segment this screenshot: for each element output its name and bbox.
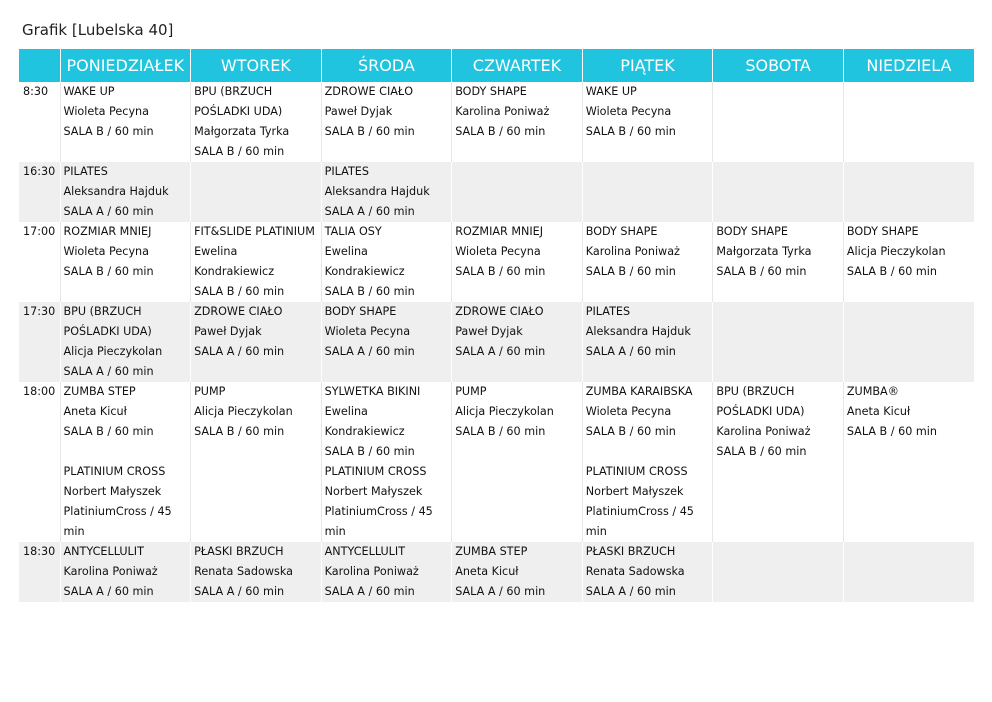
instructor-name: Aneta Kicuł (455, 565, 519, 578)
schedule-cell-tuesday (191, 382, 322, 542)
class-entry (194, 222, 318, 302)
schedule-cell-sunday (843, 382, 974, 542)
class-details: SALA B / 60 min (324, 125, 415, 138)
class-details: SALA B / 60 min (455, 425, 546, 438)
class-entry (64, 542, 188, 602)
schedule-body (19, 82, 974, 602)
day-header-tuesday: WTOREK (191, 49, 322, 82)
class-entry (455, 222, 579, 282)
day-header-sunday: NIEDZIELA (843, 49, 974, 82)
schedule-cell-sunday (843, 82, 974, 162)
class-details: SALA B / 60 min (194, 285, 285, 298)
time-label: 17:30 (19, 302, 60, 382)
instructor-name: Paweł Dyjak (455, 325, 523, 338)
schedule-cell-thursday (452, 382, 583, 542)
schedule-header-row (19, 49, 974, 82)
schedule-cell-monday (60, 222, 191, 302)
class-details: SALA B / 60 min (585, 125, 676, 138)
class-name: ZUMBA® (846, 385, 899, 398)
schedule-cell-wednesday (321, 542, 452, 602)
schedule-cell-friday (582, 222, 713, 302)
time-slot-row (19, 222, 974, 302)
class-details: SALA A / 60 min (455, 585, 546, 598)
schedule-cell-wednesday (321, 82, 452, 162)
schedule-cell-wednesday (321, 162, 452, 222)
class-name: ZUMBA STEP (455, 545, 528, 558)
class-details: SALA A / 60 min (585, 345, 676, 358)
class-details: SALA B / 60 min (63, 425, 154, 438)
schedule-cell-wednesday (321, 302, 452, 382)
class-name: BPU (BRZUCH POŚLADKI UDA) (716, 385, 805, 418)
class-entry (455, 82, 579, 142)
class-entry (716, 382, 840, 462)
class-details: SALA A / 60 min (63, 205, 154, 218)
schedule-cell-wednesday (321, 222, 452, 302)
class-details: SALA B / 60 min (455, 125, 546, 138)
class-name: PŁASKI BRZUCH (194, 545, 284, 558)
class-name: PLATINIUM CROSS (324, 465, 427, 478)
class-name: PILATES (63, 165, 108, 178)
instructor-name: Norbert Małyszek (63, 485, 162, 498)
class-details: SALA B / 60 min (716, 445, 807, 458)
schedule-cell-sunday (843, 162, 974, 222)
instructor-name: Ewelina Kondrakiewicz (324, 245, 405, 278)
time-slot-row (19, 382, 974, 542)
instructor-name: Alicja Pieczykolan (194, 405, 293, 418)
instructor-name: Wioleta Pecyna (585, 105, 672, 118)
class-details: SALA B / 60 min (455, 265, 546, 278)
class-entry (716, 222, 840, 282)
class-name: WAKE UP (585, 85, 637, 98)
instructor-name: Renata Sadowska (194, 565, 293, 578)
class-entry (455, 302, 579, 362)
class-name: FIT&SLIDE PLATINIUM (194, 225, 315, 238)
class-entry (194, 542, 318, 602)
schedule-cell-thursday (452, 222, 583, 302)
schedule-cell-monday (60, 542, 191, 602)
class-details: SALA B / 60 min (846, 425, 937, 438)
class-name: ZUMBA STEP (63, 385, 136, 398)
instructor-name: Alicja Pieczykolan (455, 405, 554, 418)
time-slot-row (19, 82, 974, 162)
instructor-name: Aleksandra Hajduk (585, 325, 691, 338)
schedule-cell-saturday (713, 302, 844, 382)
time-label: 18:00 (19, 382, 60, 542)
class-entry (325, 302, 449, 362)
class-details: SALA A / 60 min (194, 345, 285, 358)
instructor-name: Aneta Kicuł (846, 405, 911, 418)
instructor-name: Ewelina Kondrakiewicz (194, 245, 275, 278)
class-entry (325, 82, 449, 142)
schedule-cell-thursday (452, 302, 583, 382)
class-details: PlatiniumCross / 45 min (63, 505, 172, 538)
class-name: ANTYCELLULIT (324, 545, 406, 558)
class-details: SALA B / 60 min (324, 285, 415, 298)
schedule-cell-friday (582, 82, 713, 162)
class-details: SALA B / 60 min (194, 145, 285, 158)
time-label: 8:30 (19, 82, 60, 162)
schedule-cell-thursday (452, 542, 583, 602)
day-header-friday: PIĄTEK (582, 49, 713, 82)
schedule-cell-tuesday (191, 222, 322, 302)
instructor-name: Paweł Dyjak (324, 105, 393, 118)
instructor-name: Wioleta Pecyna (324, 325, 411, 338)
schedule-cell-thursday (452, 162, 583, 222)
class-entry (194, 82, 318, 162)
class-details: SALA B / 60 min (63, 125, 154, 138)
class-entry (847, 382, 971, 442)
class-entry (194, 302, 318, 362)
class-details: SALA B / 60 min (324, 445, 415, 458)
time-label: 18:30 (19, 542, 60, 602)
schedule-cell-saturday (713, 162, 844, 222)
class-entry (586, 222, 710, 282)
day-header-saturday: SOBOTA (713, 49, 844, 82)
schedule-cell-saturday (713, 82, 844, 162)
schedule-cell-saturday (713, 382, 844, 542)
schedule-cell-tuesday (191, 302, 322, 382)
class-name: ZDROWE CIAŁO (194, 305, 283, 318)
schedule-cell-sunday (843, 542, 974, 602)
instructor-name: Ewelina Kondrakiewicz (324, 405, 405, 438)
class-details: SALA A / 60 min (324, 205, 415, 218)
class-name: ROZMIAR MNIEJ (455, 225, 544, 238)
schedule-cell-tuesday (191, 82, 322, 162)
schedule-cell-thursday (452, 82, 583, 162)
class-name: PŁASKI BRZUCH (585, 545, 676, 558)
schedule-cell-tuesday (191, 542, 322, 602)
class-entry (64, 162, 188, 222)
instructor-name: Karolina Poniważ (716, 425, 811, 438)
time-label: 16:30 (19, 162, 60, 222)
class-name: BPU (BRZUCH POŚLADKI UDA) (63, 305, 152, 338)
class-details: SALA B / 60 min (194, 425, 285, 438)
class-details: PlatiniumCross / 45 min (585, 505, 694, 538)
class-name: BODY SHAPE (716, 225, 788, 238)
time-label: 17:00 (19, 222, 60, 302)
day-header-thursday: CZWARTEK (452, 49, 583, 82)
class-name: PUMP (455, 385, 487, 398)
class-name: PLATINIUM CROSS (585, 465, 688, 478)
instructor-name: Renata Sadowska (585, 565, 685, 578)
class-entry (64, 82, 188, 142)
instructor-name: Paweł Dyjak (194, 325, 262, 338)
class-name: PILATES (324, 165, 369, 178)
time-slot-row (19, 162, 974, 222)
instructor-name: Aneta Kicuł (63, 405, 127, 418)
schedule-cell-sunday (843, 302, 974, 382)
class-entry (455, 382, 579, 442)
class-name: PUMP (194, 385, 226, 398)
schedule-cell-friday (582, 162, 713, 222)
class-details: SALA A / 60 min (324, 585, 415, 598)
class-details: SALA B / 60 min (846, 265, 937, 278)
schedule-cell-sunday (843, 222, 974, 302)
day-header-monday: PONIEDZIAŁEK (60, 49, 191, 82)
schedule-cell-saturday (713, 222, 844, 302)
class-name: BPU (BRZUCH POŚLADKI UDA) (194, 85, 283, 118)
instructor-name: Alicja Pieczykolan (63, 345, 163, 358)
page-title: Grafik [Lubelska 40] (22, 21, 174, 39)
instructor-name: Wioleta Pecyna (585, 405, 672, 418)
time-slot-row (19, 302, 974, 382)
instructor-name: Małgorzata Tyrka (194, 125, 290, 138)
instructor-name: Wioleta Pecyna (63, 105, 150, 118)
schedule-cell-monday (60, 382, 191, 542)
class-details: SALA A / 60 min (585, 585, 676, 598)
schedule-table (19, 49, 974, 602)
schedule-cell-friday (582, 382, 713, 542)
class-name: ZDROWE CIAŁO (455, 305, 544, 318)
schedule-cell-tuesday (191, 162, 322, 222)
class-details: SALA B / 60 min (63, 265, 154, 278)
class-name: BODY SHAPE (324, 305, 397, 318)
instructor-name: Małgorzata Tyrka (716, 245, 812, 258)
class-entry (64, 462, 188, 542)
class-name: TALIA OSY (324, 225, 382, 238)
class-name: PLATINIUM CROSS (63, 465, 166, 478)
class-entry (455, 542, 579, 602)
class-entry (586, 302, 710, 362)
class-name: SYLWETKA BIKINI (324, 385, 421, 398)
class-entry (325, 222, 449, 302)
time-column-header (19, 49, 60, 82)
class-name: BODY SHAPE (585, 225, 658, 238)
instructor-name: Karolina Poniważ (324, 565, 419, 578)
class-name: ZUMBA KARAIBSKA (585, 385, 693, 398)
class-details: SALA A / 60 min (63, 365, 154, 378)
class-details: PlatiniumCross / 45 min (324, 505, 433, 538)
class-name: ZDROWE CIAŁO (324, 85, 414, 98)
instructor-name: Norbert Małyszek (585, 485, 684, 498)
instructor-name: Alicja Pieczykolan (846, 245, 946, 258)
class-entry (586, 462, 710, 542)
instructor-name: Aleksandra Hajduk (63, 185, 169, 198)
class-entry (325, 162, 449, 222)
day-header-wednesday: ŚRODA (321, 49, 452, 82)
class-entry (64, 382, 188, 442)
schedule-cell-monday (60, 162, 191, 222)
class-name: BODY SHAPE (846, 225, 919, 238)
class-details: SALA A / 60 min (324, 345, 415, 358)
class-entry (194, 382, 318, 442)
class-name: BODY SHAPE (455, 85, 527, 98)
class-name: WAKE UP (63, 85, 115, 98)
class-details: SALA A / 60 min (194, 585, 285, 598)
schedule-cell-monday (60, 302, 191, 382)
class-entry (325, 382, 449, 462)
instructor-name: Aleksandra Hajduk (324, 185, 430, 198)
instructor-name: Karolina Poniważ (585, 245, 680, 258)
instructor-name: Wioleta Pecyna (63, 245, 150, 258)
instructor-name: Wioleta Pecyna (455, 245, 541, 258)
class-details: SALA A / 60 min (63, 585, 154, 598)
schedule-cell-monday (60, 82, 191, 162)
class-entry (64, 222, 188, 282)
class-name: ANTYCELLULIT (63, 545, 144, 558)
class-entry (586, 82, 710, 142)
schedule-cell-wednesday (321, 382, 452, 542)
class-entry (64, 302, 188, 382)
instructor-name: Norbert Małyszek (324, 485, 423, 498)
class-name: ROZMIAR MNIEJ (63, 225, 152, 238)
class-entry (325, 542, 449, 602)
instructor-name: Karolina Poniważ (455, 105, 550, 118)
instructor-name: Karolina Poniważ (63, 565, 158, 578)
schedule-cell-friday (582, 302, 713, 382)
schedule-cell-saturday (713, 542, 844, 602)
class-entry (586, 542, 710, 602)
class-entry (586, 382, 710, 442)
class-details: SALA B / 60 min (585, 425, 676, 438)
class-details: SALA B / 60 min (585, 265, 676, 278)
schedule-cell-friday (582, 542, 713, 602)
class-name: PILATES (585, 305, 631, 318)
class-details: SALA B / 60 min (716, 265, 807, 278)
class-entry (847, 222, 971, 282)
class-details: SALA A / 60 min (455, 345, 546, 358)
time-slot-row (19, 542, 974, 602)
class-entry (325, 462, 449, 542)
